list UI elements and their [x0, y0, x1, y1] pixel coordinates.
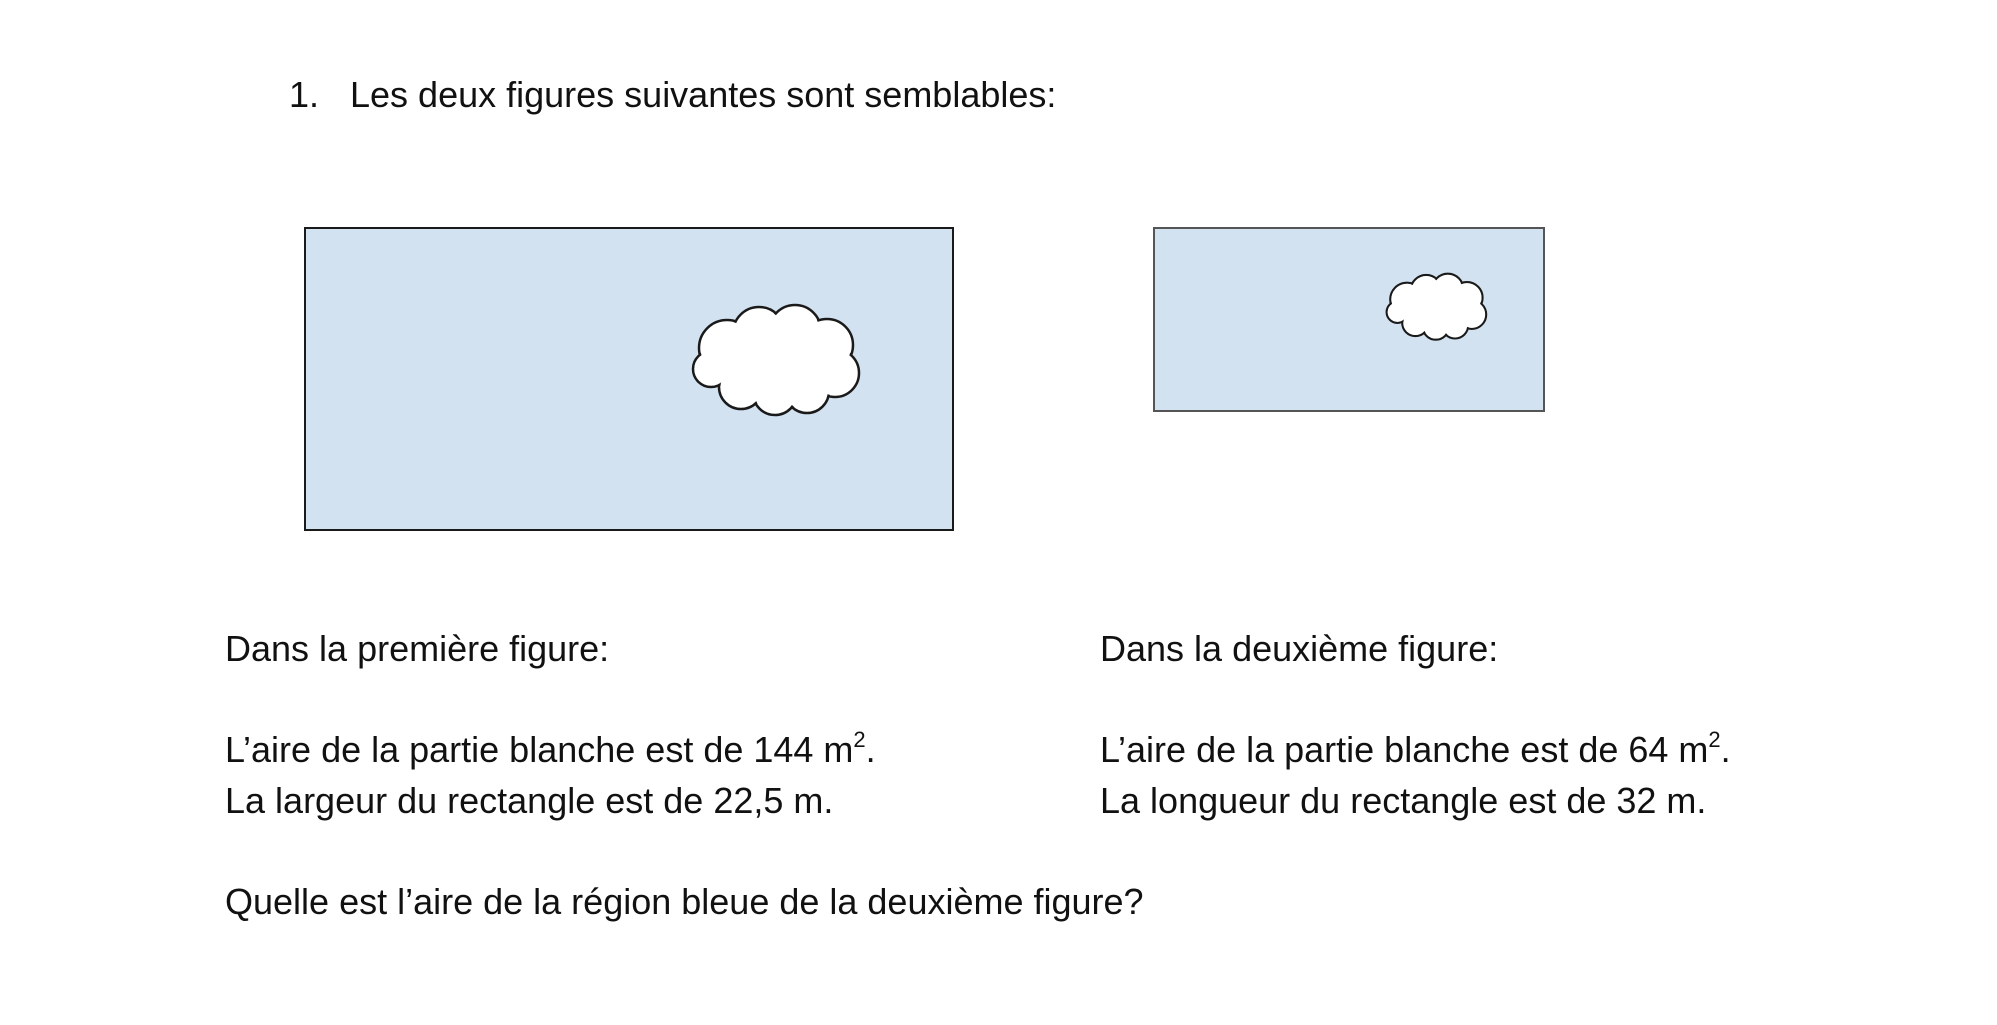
first-figure-area-text: L’aire de la partie blanche est de 144 m: [225, 729, 854, 770]
first-figure-rectangle: [304, 227, 954, 531]
first-figure-area-suffix: .: [865, 729, 876, 770]
first-figure-area-statement: [225, 728, 876, 772]
second-figure-heading: Dans la deuxième figure:: [1100, 628, 1499, 669]
second-figure-area-exponent: 2: [1708, 727, 1721, 752]
question-prompt: Quelle est l’aire de la région bleue de la deuxième figure?: [225, 881, 1144, 922]
first-figure-area-exponent: 2: [853, 727, 866, 752]
first-figure-width-statement: La largeur du rectangle est de 22,5 m.: [225, 780, 834, 821]
second-figure-area-text: L’aire de la partie blanche est de 64 m: [1100, 729, 1709, 770]
second-figure-area-suffix: .: [1720, 729, 1731, 770]
second-figure-area-statement: [1100, 728, 1731, 772]
second-figure-cloud: [1383, 271, 1491, 343]
second-figure-rectangle: [1153, 227, 1545, 412]
first-figure-heading: Dans la première figure:: [225, 628, 610, 669]
first-figure-cloud: [687, 303, 867, 418]
second-figure-length-statement: La longueur du rectangle est de 32 m.: [1100, 780, 1707, 821]
question-number: 1.: [289, 74, 320, 115]
question-intro: Les deux figures suivantes sont semblables:: [350, 74, 1057, 115]
